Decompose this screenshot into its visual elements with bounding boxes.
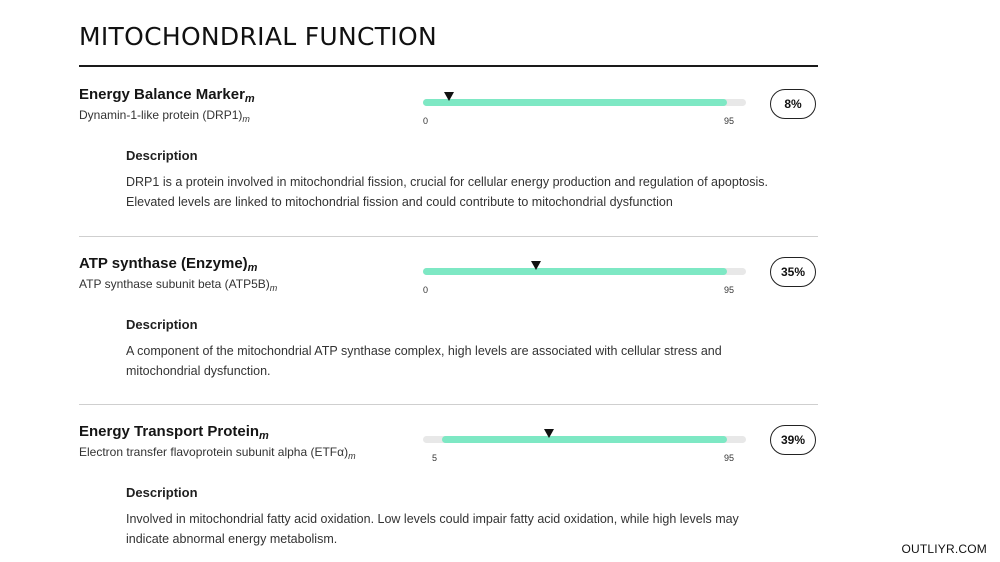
marker-full-name: Dynamin-1-like protein $(DRP1)_m$ xyxy=(79,108,250,124)
value-pointer-icon xyxy=(544,429,554,438)
marker-name: ATP synthase $(Enzyme)_m$ xyxy=(79,255,258,274)
description-text: Involved in mitochondrial fatty acid oxidation. Low levels could impair fatty acid oxidation, while high levels may indicate abnormal energy metabolism. xyxy=(126,512,739,546)
marker-full-name: ATP synthase subunit beta $(ATP5B)_m$ xyxy=(79,277,278,293)
marker-name: Energy Transport Protein$_m$ xyxy=(79,423,269,442)
range-bar xyxy=(423,99,746,106)
marker-full-name: Electron transfer flavoprotein subunit alpha $(ETF\alpha)_m$ xyxy=(79,445,356,461)
description-heading: Description xyxy=(126,485,198,500)
description-heading: Description xyxy=(126,317,198,332)
title-divider xyxy=(79,65,818,67)
marker-name: Energy Balance Marker$_m$ xyxy=(79,86,255,105)
percent-badge: 35% xyxy=(770,257,816,287)
section-divider xyxy=(79,404,818,405)
range-min-label: 0 xyxy=(423,285,429,295)
description-text: DRP1 is a protein involved in mitochondrial fission, crucial for cellular energy production and regulation of apoptosis. Elevated levels are linked to mitochondrial fission and could contribute to mitochondrial dysfunction xyxy=(126,175,769,209)
value-pointer-icon xyxy=(444,92,454,101)
brand-logo: OUTLIYR.COM xyxy=(901,542,987,556)
range-fill xyxy=(423,268,727,275)
range-max-label: 95 xyxy=(724,453,735,463)
range-min-label: 0 xyxy=(423,116,429,126)
range-fill xyxy=(423,99,727,106)
percent-badge: 8% xyxy=(770,89,816,119)
page-title: MITOCHONDRIAL FUNCTION xyxy=(79,22,437,51)
percent-badge: 39% xyxy=(770,425,816,455)
range-max-label: 95 xyxy=(724,285,735,295)
range-bar xyxy=(423,436,746,443)
section-divider xyxy=(79,236,818,237)
range-max-label: 95 xyxy=(724,116,735,126)
description-text: A component of the mitochondrial ATP synthase complex, high levels are associated with cellular stress and mitochondrial dysfunction. xyxy=(126,344,722,378)
range-fill xyxy=(442,436,726,443)
value-pointer-icon xyxy=(531,261,541,270)
description-heading: Description xyxy=(126,148,198,163)
range-bar xyxy=(423,268,746,275)
range-min-label: 5 xyxy=(432,453,438,463)
